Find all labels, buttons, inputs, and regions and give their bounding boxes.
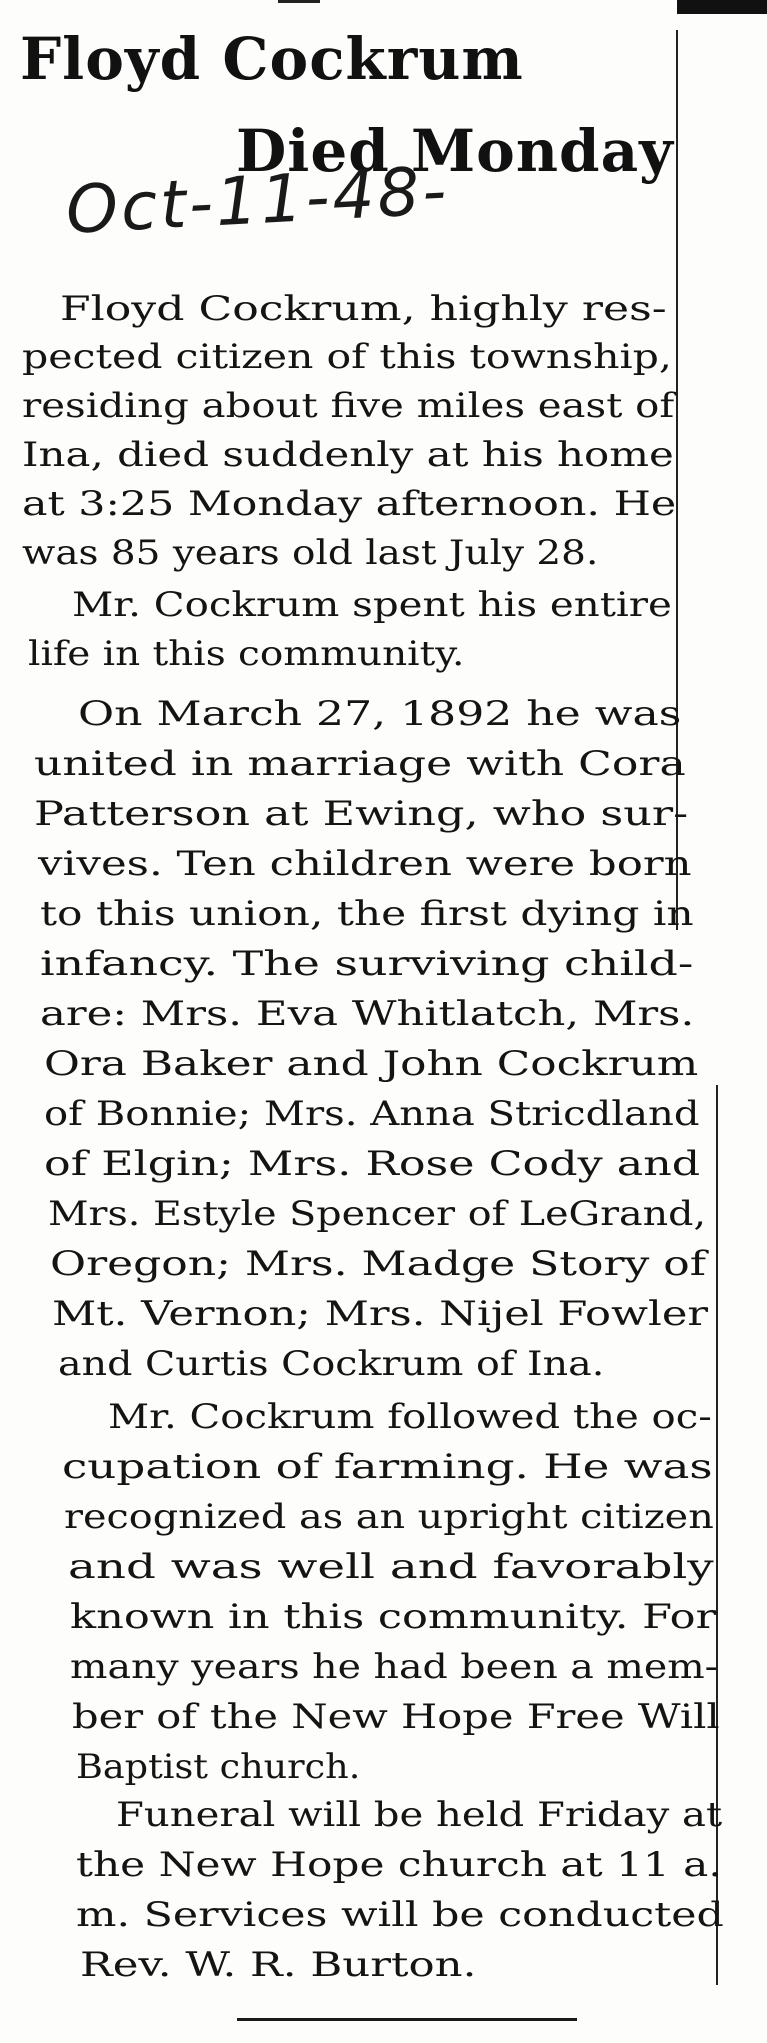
article-line: cupation of farming. He was [62,1447,713,1487]
article-line: Ina, died suddenly at his home [22,435,674,475]
article-line: On March 27, 1892 he was [78,694,682,734]
article-line: united in marriage with Cora [34,744,686,784]
article-line: pected citizen of this township, [22,337,672,377]
article-line: the New Hope church at 11 a. [76,1845,722,1885]
article-line: ber of the New Hope Free Will [72,1697,720,1737]
article-line: and Curtis Cockrum of Ina. [58,1344,605,1384]
article-line: was 85 years old last July 28. [22,533,599,573]
article-line: are: Mrs. Eva Whitlatch, Mrs. [40,994,695,1034]
top-mark [278,0,320,3]
end-rule [237,2018,577,2021]
article-line: Baptist church. [76,1747,361,1787]
article-line: recognized as an upright citizen [64,1497,714,1537]
article-line: Mr. Cockrum spent his entire [72,585,672,625]
article-line: Patterson at Ewing, who sur- [34,794,689,834]
article-line: Ora Baker and John Cockrum [44,1044,699,1084]
article-line: to this union, the first dying in [40,894,694,934]
headline-line-2: Died Monday [236,117,674,185]
article-line: vives. Ten children were born [38,844,692,884]
article-line: known in this community. For [70,1597,717,1637]
article-line: and was well and favorably [68,1547,714,1587]
headline-line-1: Floyd Cockrum [20,25,524,93]
article-line: Rev. W. R. Burton. [80,1945,477,1985]
scan-corner [677,0,767,14]
article-line: residing about five miles east of [22,386,675,426]
article-line: m. Services will be conducted [76,1895,724,1935]
article-line: at 3:25 Monday afternoon. He [22,484,677,524]
article-line: of Bonnie; Mrs. Anna Stricdland [44,1094,700,1134]
article-line: Mr. Cockrum followed the oc- [108,1397,712,1437]
article-line: Funeral will be held Friday at [116,1795,723,1835]
article-line: Mrs. Estyle Spencer of LeGrand, [48,1194,707,1234]
handwritten-date: Oct-11-48- [64,151,452,249]
article-line: infancy. The surviving child- [40,944,694,984]
article-line: life in this community. [28,634,465,674]
article-line: many years he had been a mem- [70,1647,718,1687]
article-line: Oregon; Mrs. Madge Story of [50,1244,707,1284]
article-line: Mt. Vernon; Mrs. Nijel Fowler [52,1294,709,1334]
article-line: of Elgin; Mrs. Rose Cody and [44,1144,701,1184]
article-line: Floyd Cockrum, highly res- [60,289,667,329]
